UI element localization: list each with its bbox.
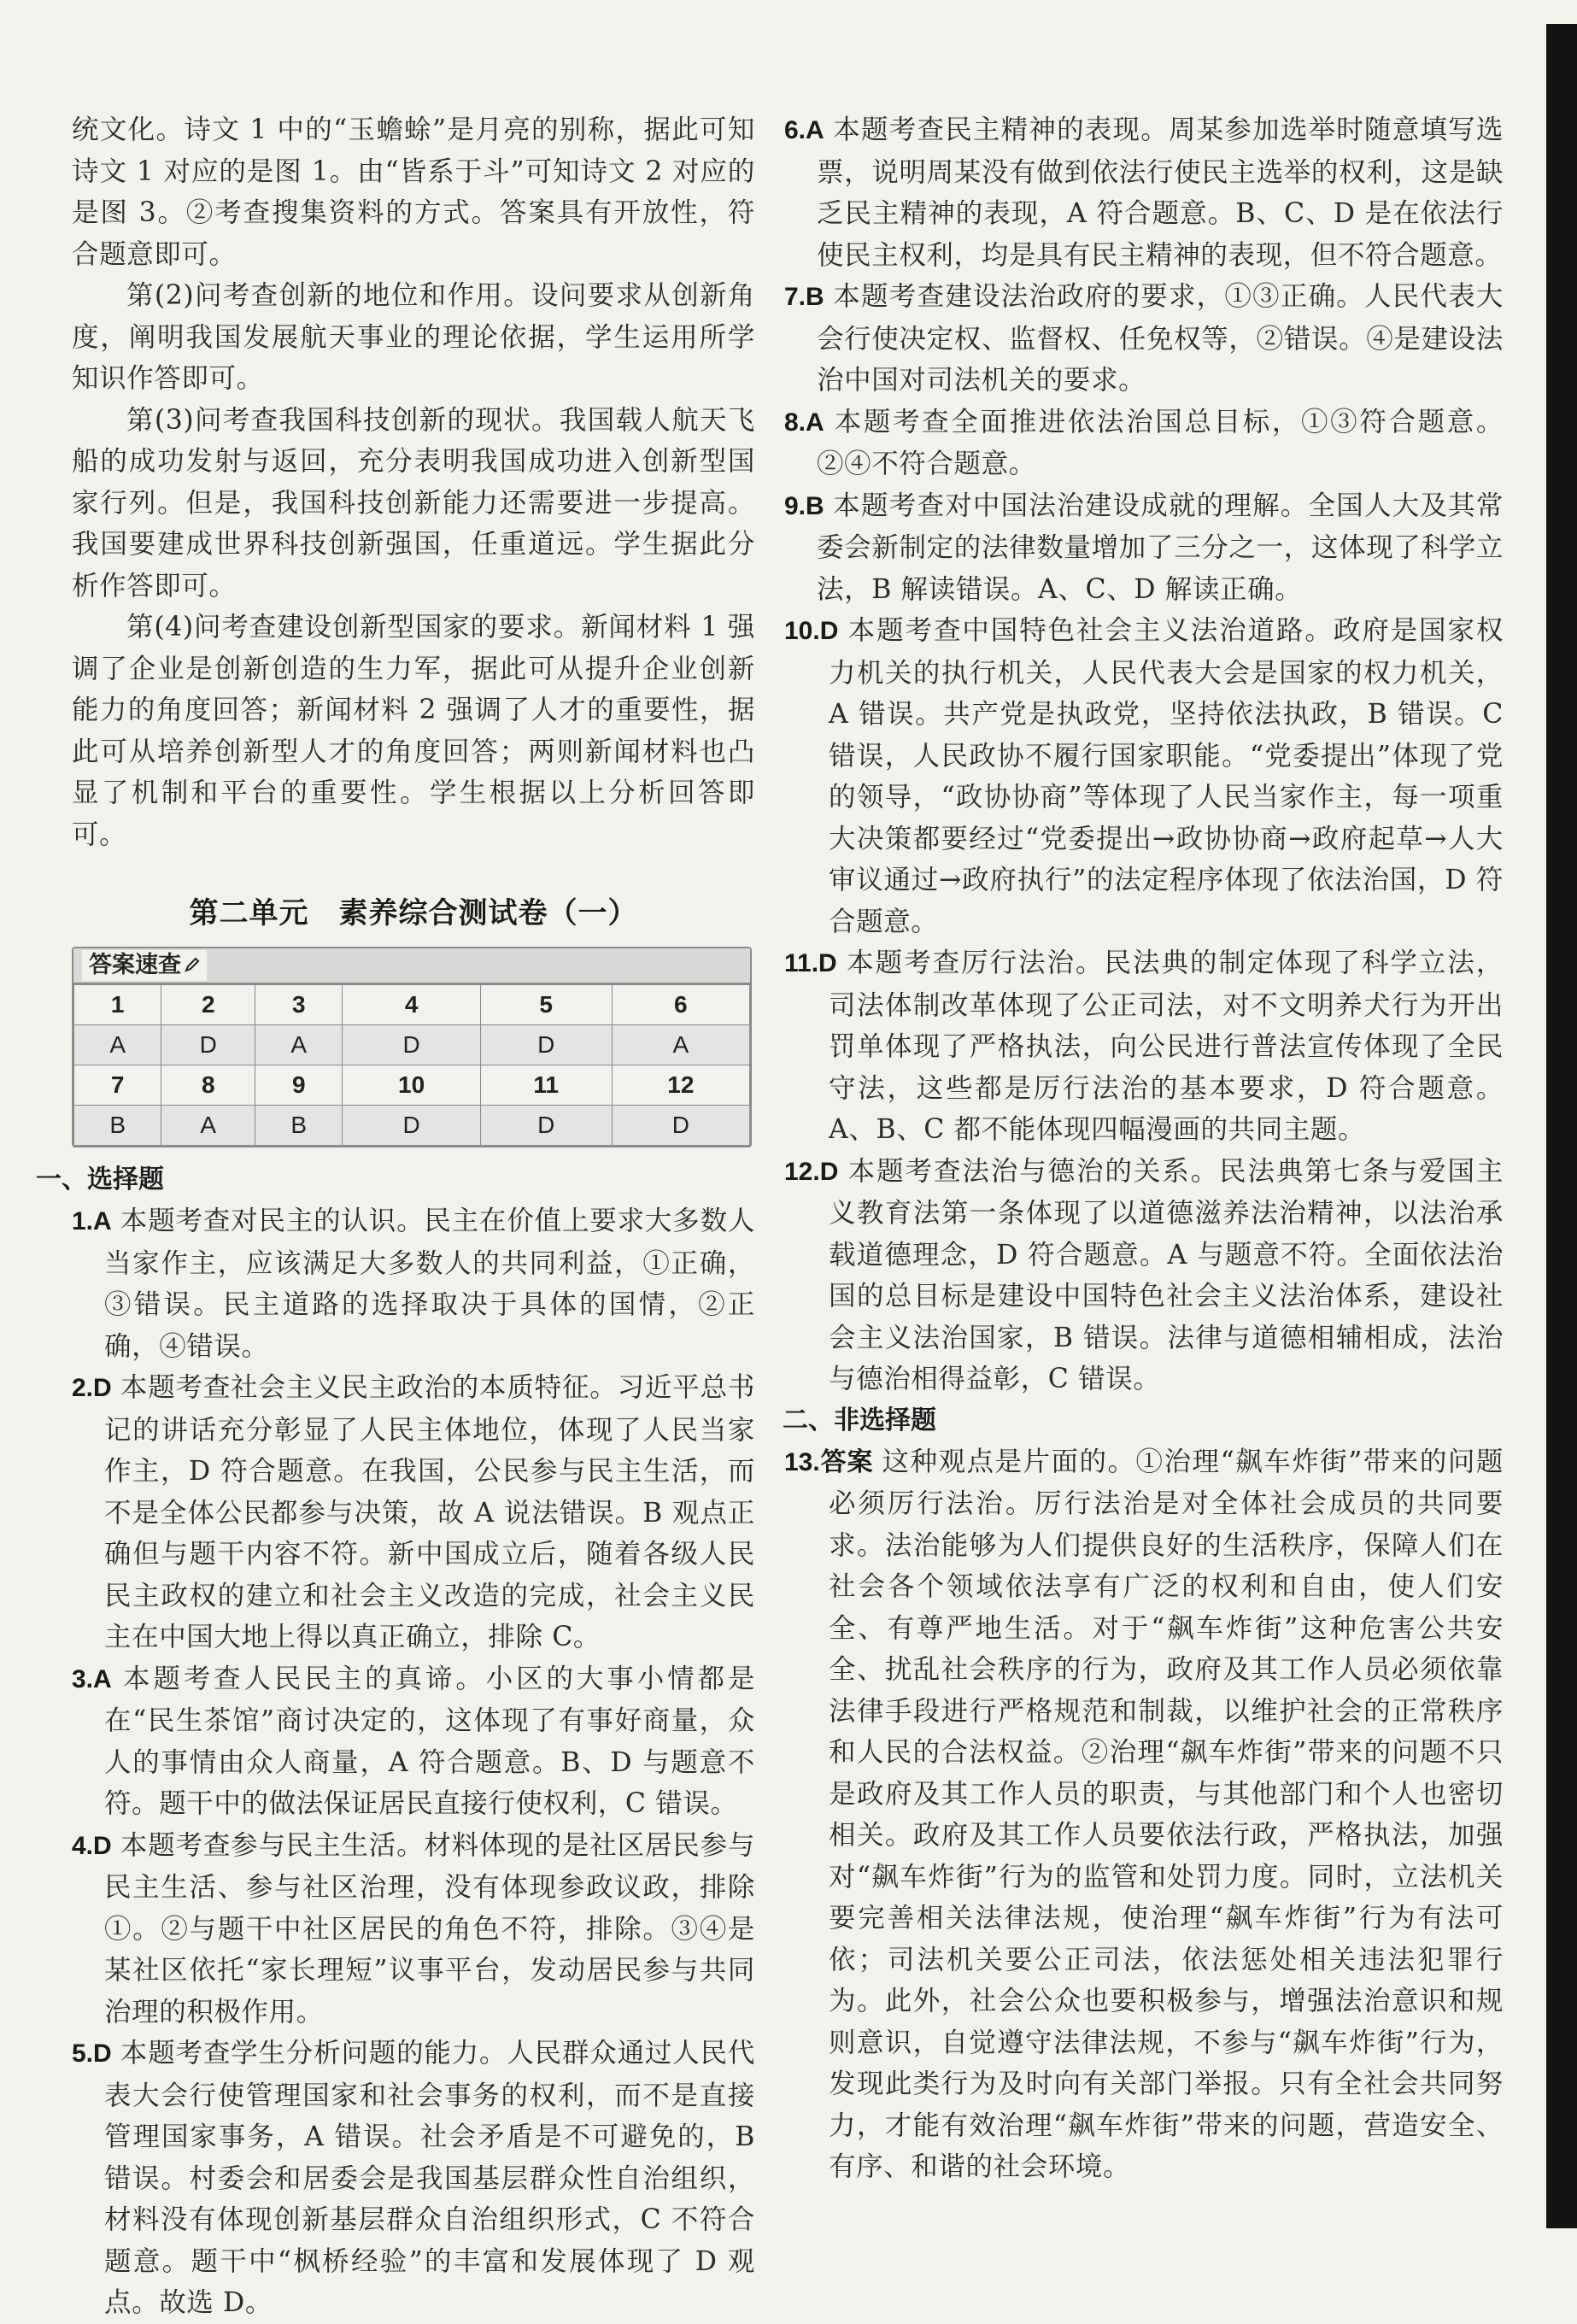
item-number: 6.A: [784, 116, 824, 144]
answer-table-box: [72, 947, 752, 1147]
item-text: 本题考查对民主的认识。民主在价值上要求大多数人当家作主，应该满足大多数人的共同利益，①正确，③错误。民主道路的选择取决于具体的国情，②正确，④错误。: [104, 1206, 755, 1362]
answer-cell: D: [343, 1106, 480, 1146]
answer-label: 答案速查: [82, 950, 207, 981]
item-text: 本题考查对中国法治建设成就的理解。全国人大及其常委会新制定的法律数量增加了三分之一，这体现了科学立法，B 解读错误。A、C、D 解读正确。: [817, 490, 1504, 605]
answer-cell: D: [343, 1025, 480, 1065]
item-text: 本题考查参与民主生活。材料体现的是社区居民参与民主生活、参与社区治理，没有体现参政议政，排除①。②与题干中社区居民的角色不符，排除。③④是某社区依托“家长理短”议事平台，发动居民参与共同治理的积极作用。: [104, 1829, 755, 2028]
answer-cell: A: [612, 1025, 749, 1065]
unit-title: 第二单元 素养综合测试卷（一）: [189, 896, 638, 930]
answer-cell: 12: [612, 1065, 749, 1106]
answer-item: [784, 276, 1504, 402]
answer-item: [72, 1658, 755, 1825]
paragraph: 统文化。诗文 1 中的“玉蟾蜍”是月亮的别称，据此可知诗文 1 对应的是图 1。由“皆系于斗”可知诗文 2 对应的是图 3。②考查搜集资料的方式。答案具有开放性，符合题意即可。: [72, 114, 755, 270]
answer-table: [73, 984, 750, 1146]
answer-cell: 9: [255, 1065, 343, 1106]
answer-item: [784, 402, 1504, 485]
item-number: 8.A: [784, 408, 824, 437]
section-heading: 二、非选择题: [783, 1405, 936, 1435]
item-text: 本题考查人民民主的真谛。小区的大事小情都是在“民生茶馆”商讨决定的，这体现了有事好商量，众人的事情由众人商量，A 符合题意。B、D 与题意不符。题干中的做法保证居民直接行使权利，C 错误。: [104, 1663, 755, 1819]
item-number: 1.A: [72, 1207, 112, 1235]
item-number: 11.D: [784, 949, 837, 977]
item-text: 这种观点是片面的。①治理“飙车炸街”带来的问题必须厉行法治。厉行法治是对全体社会成员的共同要求。法治能够为人们提供良好的生活秩序，保障人们在社会各个领域依法享有广泛的权利和自由，使人们安全、有尊严地生活。对于“飙车炸街”这种危害公共安全、扰乱社会秩序的行为，政府及其工作人员必须依靠法律手段进行严格规范和制裁，以维护社会的正常秩序和人民的合法权益。②治理“飙车炸街”带来的问题不只是政府及其工作人员的职责，与其他部门和个人也密切相关。政府及其工作人员要依法行政，严格执法，加强对“飙车炸街”行为的监管和处罚力度。同时，立法机关要完善相关法律法规，使治理“飙车炸街”行为有法可依；司法机关要公正司法，依法惩处相关违法犯罪行为。此外，社会公众也要积极参与，增强法治意识和规则意识，自觉遵守法律法规，不参与“飙车炸街”行为，发现此类行为及时向有关部门举报。只有全社会共同努力，才能有效治理“飙车炸街”带来的问题，营造安全、有序、和谐的社会环境。: [829, 1446, 1504, 2182]
item-number: 12.D: [784, 1157, 839, 1186]
item-number: 13.答案: [784, 1447, 874, 1476]
answer-item: [784, 109, 1504, 276]
paragraph: 第(4)问考查建设创新型国家的要求。新闻材料 1 强调了企业是创新创造的生力军，据此可从提升企业创新能力的角度回答；新闻材料 2 强调了人才的重要性，据此可从培养创新型人才的角度回答；两则新闻材料也凸显了机制和平台的重要性。学生根据以上分析回答即可。: [72, 612, 755, 850]
item-number: 5.D: [72, 2039, 112, 2068]
pencil-icon: [185, 950, 200, 981]
answer-cell: 2: [161, 985, 255, 1025]
item-number: 4.D: [72, 1831, 112, 1860]
section-heading: 一、选择题: [36, 1165, 164, 1194]
answer-cell: D: [480, 1025, 612, 1065]
right-column: [784, 109, 1504, 2188]
answer-cell: 10: [343, 1065, 480, 1106]
answer-cell: 7: [74, 1065, 161, 1106]
left-column: [36, 109, 755, 2324]
answer-item: [72, 1367, 755, 1658]
answer-cell: A: [161, 1106, 255, 1146]
answer-item: [72, 1200, 755, 1367]
item-text: 本题考查社会主义民主政治的本质特征。习近平总书记的讲话充分彰显了人民主体地位，体现了人民当家作主，D 符合题意。在我国，公民参与民主生活，而不是全体公民都参与决策，故 A 说法错误。B 观点正确但与题干内容不符。新中国成立后，随着各级人民民主政权的建立和社会主义改造的完成，社会主义民主在中国大地上得以真正确立，排除 C。: [104, 1372, 755, 1652]
answer-cell: 4: [343, 985, 480, 1025]
answer-cell: A: [74, 1025, 161, 1065]
answer-cell: B: [255, 1106, 343, 1146]
page-edge-shadow: [1546, 24, 1577, 2228]
answer-item: [784, 1151, 1504, 1400]
answer-item: [784, 485, 1504, 611]
answer-cell: 8: [161, 1065, 255, 1106]
item-number: 3.A: [72, 1664, 112, 1693]
item-number: 10.D: [784, 617, 839, 645]
item-text: 本题考查厉行法治。民法典的制定体现了科学立法，司法体制改革体现了公正司法，对不文明养犬行为开出罚单体现了严格执法，向公民进行普法宣传体现了全民守法，这些都是厉行法治的基本要求，D 符合题意。A、B、C 都不能体现四幅漫画的共同主题。: [829, 948, 1504, 1145]
item-text: 本题考查法治与德治的关系。民法典第七条与爱国主义教育法第一条体现了以道德滋养法治精神，以法治承载道德理念，D 符合题意。A 与题意不符。全面依法治国的总目标是建设中国特色社会主义法治体系，建设社会主义法治国家，B 错误。法律与道德相辅相成，法治与德治相得益彰，C 错误。: [829, 1155, 1504, 1394]
answer-cell: D: [612, 1106, 749, 1146]
paragraph: 第(2)问考查创新的地位和作用。设问要求从创新角度，阐明我国发展航天事业的理论依据，学生运用所学知识作答即可。: [72, 280, 755, 394]
answer-item: [784, 942, 1504, 1151]
answer-cell: 5: [480, 985, 612, 1025]
item-text: 本题考查全面推进依法治国总目标，①③符合题意。②④不符合题意。: [817, 406, 1504, 479]
item-text: 本题考查民主精神的表现。周某参加选举时随意填写选票，说明周某没有做到依法行使民主选举的权利，这是缺乏民主精神的表现，A 符合题意。B、C、D 是在依法行使民主权利，均是具有民主精神的表现，但不符合题意。: [817, 114, 1504, 271]
item-number: 7.B: [784, 283, 824, 311]
answer-cell: D: [161, 1025, 255, 1065]
item-text: 本题考查学生分析问题的能力。人民群众通过人民代表大会行使管理国家和社会事务的权利，而不是直接管理国家事务，A 错误。社会矛盾是不可避免的，B 错误。村委会和居委会是我国基层群众性自治组织，材料没有体现创新基层群众自治组织形式，C 不符合题意。题干中“枫桥经验”的丰富和发展体现了 D 观点。故选 D。: [104, 2038, 755, 2318]
answer-item: [72, 1825, 755, 2034]
answer-cell: B: [74, 1106, 161, 1146]
answer-cell: A: [255, 1025, 343, 1065]
answer-cell: 3: [255, 985, 343, 1025]
answer-cell: 1: [74, 985, 161, 1025]
item-number: 2.D: [72, 1374, 112, 1402]
answer-item: [72, 2033, 755, 2324]
answer-cell: 6: [612, 985, 749, 1025]
answer-cell: 11: [480, 1065, 612, 1106]
item-text: 本题考查建设法治政府的要求，①③正确。人民代表大会行使决定权、监督权、任免权等，②错误。④是建设法治中国对司法机关的要求。: [817, 281, 1504, 396]
answer-table-header: [73, 948, 750, 984]
answer-cell: D: [480, 1106, 612, 1146]
item-text: 本题考查中国特色社会主义法治道路。政府是国家权力机关的执行机关，人民代表大会是国家的权力机关，A 错误。共产党是执政党，坚持依法执政，B 错误。C 错误，人民政协不履行国家职能。“党委提出”体现了党的领导，“政协协商”等体现了人民当家作主，每一项重大决策都要经过“党委提出→政协协商→政府起草→人大审议通过→政府执行”的法定程序体现了依法治国，D 符合题意。: [829, 615, 1504, 937]
answer-item: [784, 1441, 1504, 2188]
item-number: 9.B: [784, 491, 824, 520]
paragraph: 第(3)问考查我国科技创新的现状。我国载人航天飞船的成功发射与返回，充分表明我国成功进入创新型国家行列。但是，我国科技创新能力还需要进一步提高。我国要建成世界科技创新强国，任重道远。学生据此分析作答即可。: [72, 404, 755, 602]
answer-item: [784, 610, 1504, 942]
